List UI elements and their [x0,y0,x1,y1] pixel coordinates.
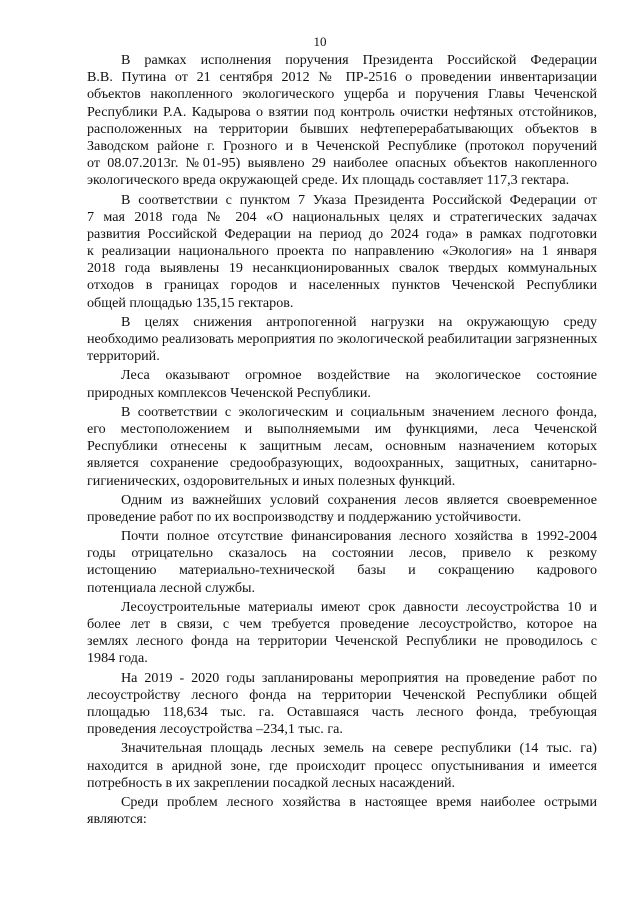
text-line: В соответствии с пунктом 7 Указа Президента Российской Федерации от [121,191,597,208]
text-line: потребность в их закреплении посадкой лесных насаждений. [87,774,456,791]
text-line: 1984 года. [87,650,148,667]
paragraph [87,794,597,828]
text-line: лесоустройству лесного фонда на территории Чеченской Республики общей [87,686,597,703]
text-line: развития Российской Федерации на период до 2024 года» в рамках подготовки [87,225,597,242]
paragraph [87,670,597,739]
paragraph [87,367,597,401]
text-line: проведение работ по их воспроизводству и поддержанию устойчивости. [87,508,522,525]
text-line: годы отрицательно сказалось на состоянии лесов, привело к резкому [87,545,597,562]
text-line: расположенных на территории бывших нефтеперерабатывающих объектов в [87,120,597,137]
text-line: от 08.07.2013г. №01-95) выявлено 29 наиболее опасных объектов накопленного [87,155,597,172]
text-line: Заводском районе г. Грозного и в Чеченской Республике (протокол поручений [87,137,597,154]
paragraph [87,52,597,190]
text-line: площадью 118,634 тыс. га. Оставшаяся часть лесного фонда, требующая [87,703,597,720]
text-line: гигиенических, оздоровительных и иных полезных функций. [87,472,456,489]
text-line: общей площадью 135,15 гектаров. [87,294,294,311]
text-line: экологического вреда окружающей среде. Их площадь составляет 117,3 гектара. [87,172,570,189]
text-line: Леса оказывают огромное воздействие на экологическое состояние [121,367,597,384]
text-line: Значительная площадь лесных земель на севере республики (14 тыс. га) [121,740,597,757]
text-line: Лесоустроительные материалы имеют срок давности лесоустройства 10 и [121,598,597,615]
paragraph [87,528,597,597]
text-line: является сохранение средообразующих, водоохранных, защитных, санитарно- [87,455,597,472]
text-line: находится в аридной зоне, где происходит процесс опустынивания и имеется [87,757,597,774]
text-line: землях лесного фонда на территории Чеченской Республики не проводилось с [87,633,597,650]
text-line: более лет в связи, с чем требуется проведение лесоустройство, которое на [87,616,597,632]
text-line: территорий. [87,348,160,365]
text-line: его местоположением и выполняемыми им функциями, леса Чеченской [87,420,597,437]
text-line: Среди проблем лесного хозяйства в настоящее время наиболее острыми [121,793,597,810]
text-line: В целях снижения антропогенной нагрузки на окружающую среду [121,313,597,330]
text-line: Одним из важнейших условий сохранения лесов является своевременное [121,491,597,508]
text-line: отходов в границах городов и населенных пунктов Чеченской Республики [87,277,597,294]
paragraph [87,740,597,792]
text-line: 2018 года выявлены 19 несанкционированных свалок твердых коммунальных [87,260,597,277]
text-line: к реализации национального проекта по направлению «Экология» на 1 января [87,243,597,260]
text-line: В.В. Путина от 21 сентября 2012 № ПР-2516 о проведении инвентаризации [87,69,597,86]
text-line: Республики отнесены к защитным лесам, основным назначением которых [87,438,597,455]
paragraph [87,492,597,526]
paragraph [87,404,597,490]
text-line: На 2019 - 2020 годы запланированы мероприятия на проведение работ по [121,669,597,686]
text-line: являются: [87,811,147,828]
page-number: 10 [313,34,327,49]
text-line: Республики Р.А. Кадырова о взятии под контроль очистки нефтяных отстойников, [87,103,597,120]
text-line: необходимо реализовать мероприятия по экологической реабилитации загрязненных [87,331,598,347]
text-line: Почти полное отсутствие финансирования лесного хозяйства в 1992-2004 [121,528,597,545]
text-line: проведения лесоустройства –234,1 тыс. га. [87,721,343,738]
paragraph [87,192,597,312]
text-line: В соответствии с экологическим и социальным значением лесного фонда, [121,403,597,420]
text-line: 7 мая 2018 года № 204 «О национальных целях и стратегических задачах [87,208,597,225]
paragraph [87,599,597,668]
text-line: истощению материально-технической базы и сокращению кадрового [87,562,597,579]
text-line: объектов накопленного экологического ущерба и поручения Главы Чеченской [87,86,597,103]
paragraph [87,314,597,366]
text-line: потенциала лесной службы. [87,579,256,596]
text-line: природных комплексов Чеченской Республики. [87,384,371,401]
text-line: В рамках исполнения поручения Президента Российской Федерации [121,52,597,68]
document-body [87,52,597,830]
